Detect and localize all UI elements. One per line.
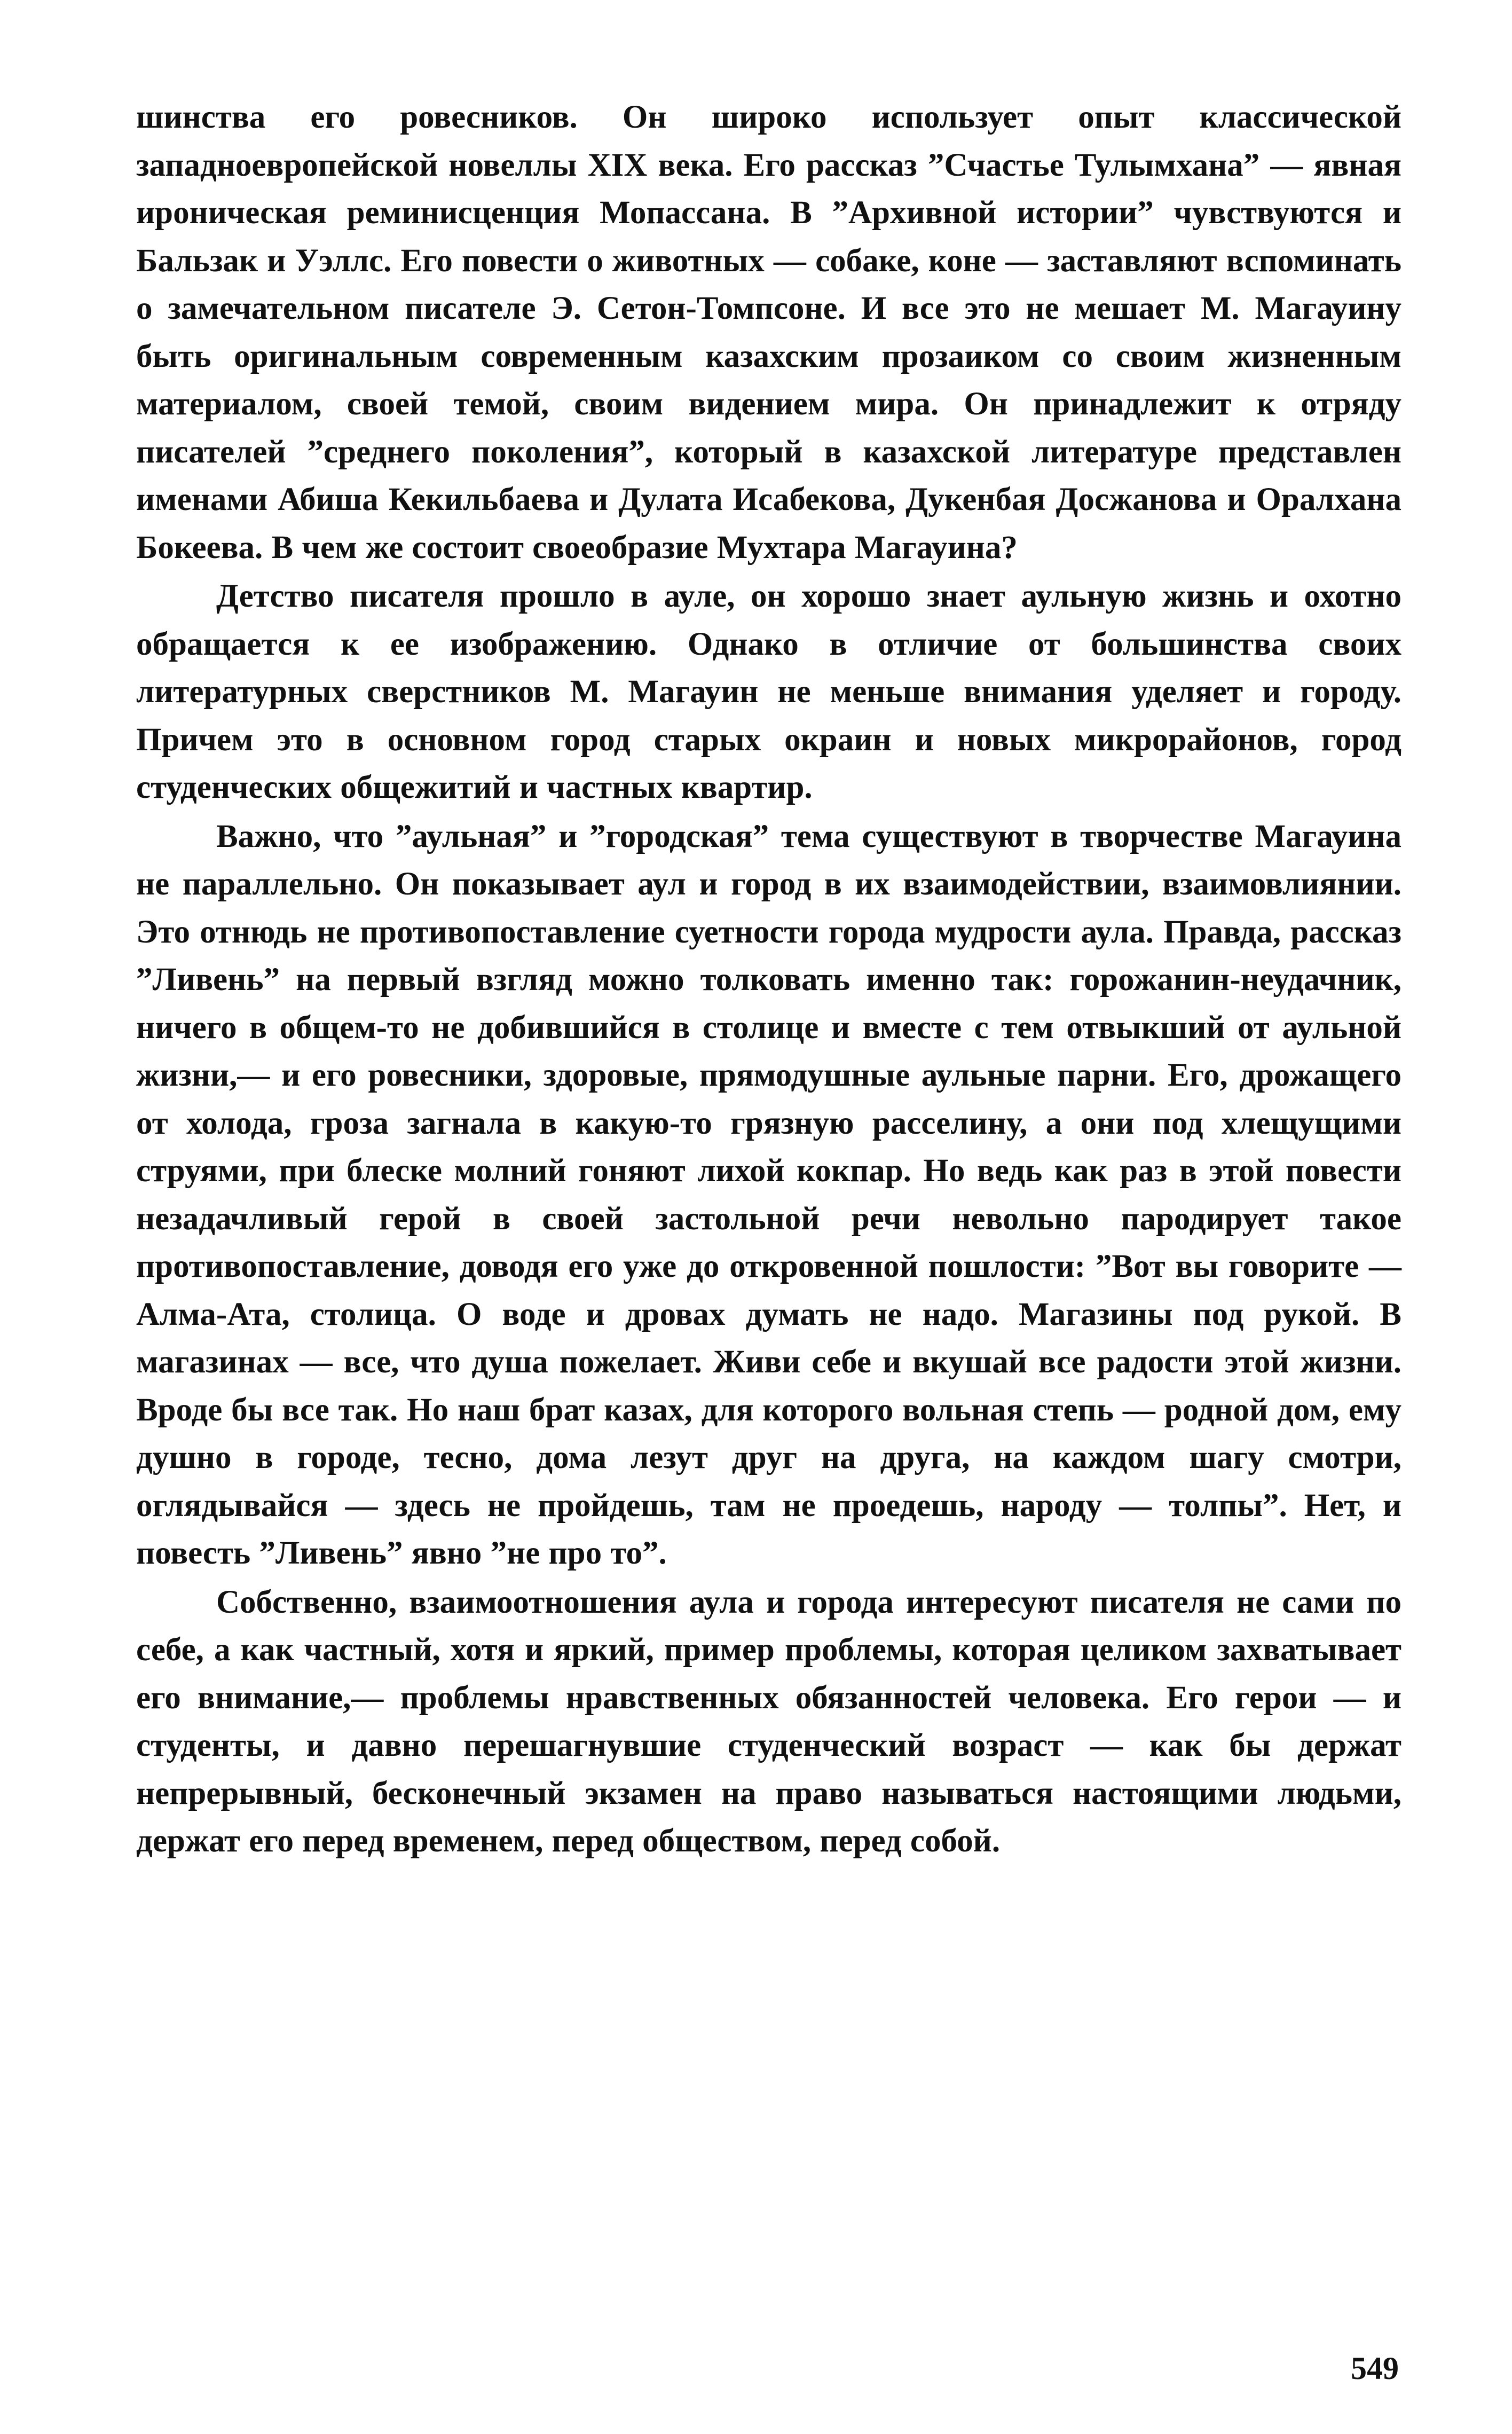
paragraph-4: Собственно, взаимоотношения аула и города интересуют писателя не сами по себе, а как частный, хотя и яркий, пример проблемы, которая целиком захватывает его внимание,— проблемы нравственных обязанностей человека. Его герои — и студенты, и давно перешагнувшие студенческий возраст — как бы держат непрерывный, бесконечный экзамен на право называться настоящими людьми, держат его перед временем, перед обществом, перед собой.	[136, 1584, 1401, 1859]
paragraph-3: Важно, что ”аульная” и ”городская” тема существуют в творчестве Магауина не параллельно. Он показывает аул и город в их взаимодействии, взаимовлиянии. Это отнюдь не противопоставление суетности города мудрости аула. Правда, рассказ ”Ливень” на первый взгляд можно толковать именно так: горожанин-неудачник, ничего в общем-то не добившийся в столице и вместе с тем отвыкший от аульной жизни,— и его ровесники, здоровые, прямодушные аульные парни. Его, дрожащего от холода, гроза загнала в какую-то грязную расселину, а они под хлещущими струями, при блеске молний гоняют лихой кокпар. Но ведь как раз в этой повести незадачливый герой в своей застольной речи невольно пародирует такое противопоставление, доводя его уже до откровенной пошлости: ”Вот вы говорите — Алма-Ата, столица. О воде и дровах думать не надо. Магазины под рукой. В магазинах — все, что душа пожелает. Живи себе и вкушай все радости этой жизни. Вроде бы все так. Но наш брат казах, для которого вольная степь — родной дом, ему душно в городе, тесно, дома лезут друг на друга, на каждом шагу смотри, оглядывайся — здесь не пройдешь, там не проедешь, народу — толпы”. Нет, и повесть ”Ливень” явно ”не про то”.	[136, 818, 1401, 1571]
page-number: 549	[1351, 2351, 1399, 2386]
book-page	[136, 93, 1401, 2390]
paragraph-1: шинства его ровесников. Он широко использует опыт классической западноевропейской новеллы XIX века. Его рассказ ”Счастье Тулымхана” — явная ироническая реминисценция Мопассана. В ”Архивной истории” чувствуются и Бальзак и Уэллс. Его повести о животных — собаке, коне — заставляют вспоминать о замечательном писателе Э. Сетон-Томпсоне. И все это не мешает М. Магауину быть оригинальным современным казахским прозаиком со своим жизненным материалом, своей темой, своим видением мира. Он принадлежит к отряду писателей ”среднего поколения”, который в казахской литературе представлен именами Абиша Кекильбаева и Дулата Исабекова, Дукенбая Досжанова и Оралхана Бокеева. В чем же состоит своеобразие Мухтара Магауина?	[136, 99, 1401, 566]
paragraph-2: Детство писателя прошло в ауле, он хорошо знает аульную жизнь и охотно обращается к ее изображению. Однако в отличие от большинства своих литературных сверстников М. Магауин не меньше внимания уделяет и городу. Причем это в основном город старых окраин и новых микрорайонов, город студенческих общежитий и частных квартир.	[136, 578, 1401, 805]
body-text	[136, 93, 1401, 1865]
